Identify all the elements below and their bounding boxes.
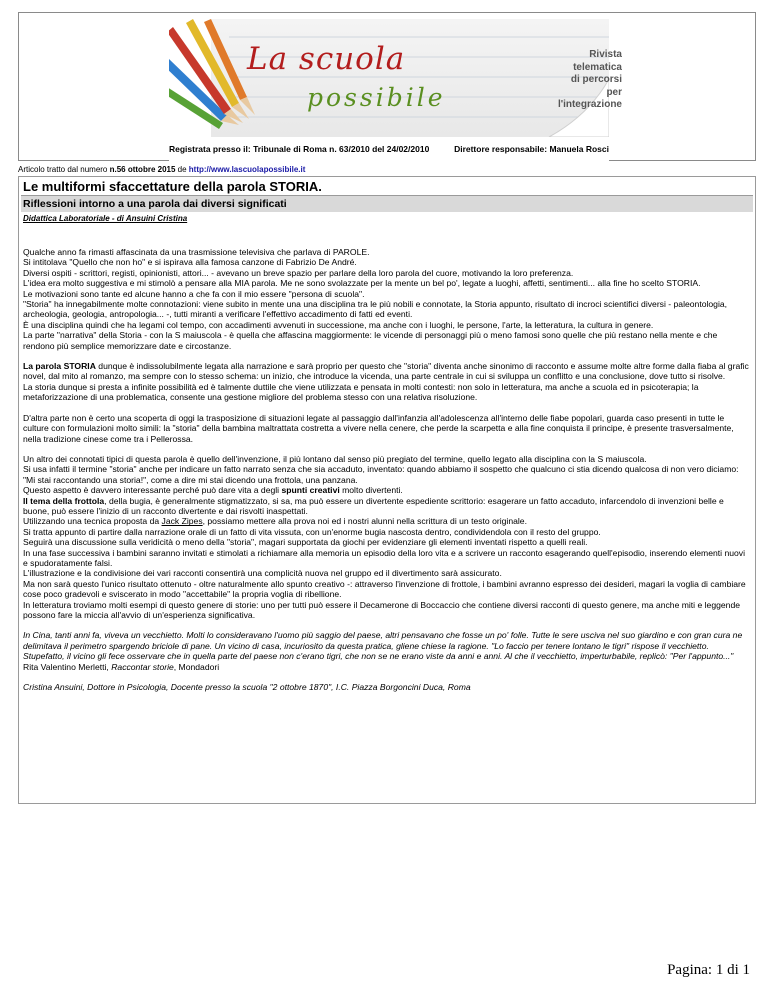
text-line: Si usa infatti il termine "storia" anche per indicare un fatto narrato senza che sia accaduto, inventato: quando abbiamo il sospetto che qualcuno ci stia dicendo qualcosa di non vero diciamo: "Mi stai raccontando una storia!", come a dire mi stai dicendo una frottola, una panzana. bbox=[23, 464, 739, 485]
text-line: "Storia" ha innegabilmente molte connotazioni: viene subito in mente una una disciplina tra le più nobili e connotate, la Storia appunto, risultato di incroci scientifici diversi - paleontologia, archeologia, geologia, antropologia... -, tutti miranti a verificare l'effettivo accadimento di fatti ed eventi. bbox=[23, 299, 728, 320]
quote-book: Raccontar storie bbox=[111, 661, 174, 672]
site-link[interactable]: http://www.lascuolapossibile.it bbox=[188, 165, 306, 174]
source-prefix: Articolo tratto dal numero bbox=[18, 165, 110, 174]
paragraph: D'altra parte non è certo una scoperta di oggi la trasposizione di situazioni legate al passaggio dall'infanzia all'adolescenza all'interno delle fiabe popolari, guarda caso presenti in tutte le culture con formulazioni molto simili: la "storia" della bambina maltrattata costretta a vivere nella cenere, che perde la scarpetta e alla fine conquista il principe, è presente trasversalmente, nella tradizione cinese come tra i Pellerossa. bbox=[23, 412, 734, 444]
text-line: In letteratura troviamo molti esempi di questo genere di storie: uno per tutti può essere il Decamerone di Boccaccio che contiene diversi racconti di questo genere, ma anche miti e leggende possono fare la miccia all'avvio di un'esperienza significativa. bbox=[23, 599, 741, 620]
header-banner bbox=[18, 12, 756, 161]
paragraph bbox=[23, 247, 751, 351]
author-signature: Cristina Ansuini, Dottore in Psicologia, Docente presso la scuola "2 ottobre 1870", I.C. Piazza Borgoncini Duca, Roma bbox=[23, 682, 471, 693]
text-line: Seguirà una discussione sulla veridicità o meno della "storia", magari supportata da giochi per evidenziare gli elementi inventati rispetto a quelli reali. bbox=[23, 537, 588, 548]
text-line: Le motivazioni sono tante ed alcune hanno a che fa con il mio essere "persona di scuola". bbox=[23, 288, 365, 299]
article-body bbox=[19, 247, 755, 692]
article-title: Le multiformi sfaccettature della parola STORIA. bbox=[23, 179, 322, 194]
article-box bbox=[18, 176, 756, 804]
article-subtitle: Riflessioni intorno a una parola dai diversi significati bbox=[21, 195, 753, 212]
text-line: Un altro dei connotati tipici di questa parola è quello dell'invenzione, il più lontano dal senso più pregiato del termine, quello legato alla disciplina con la S maiuscola. bbox=[23, 453, 647, 464]
text-line: dunque è indissolubilmente legata alla narrazione e sarà proprio per questo che "storia" diventa anche sinonimo di racconto e assume molte altre forme dalla fiaba al grafic novel, dal mito al romanzo, ma sempre con lo stesso schema: un inizio, che introduce la vicenda, una parte centrale in cui si sviluppa un conflitto e una conclusione, dove tutto si risolve. bbox=[23, 361, 749, 382]
text-line: Ma non sarà questo l'unico risultato ottenuto - oltre naturalmente allo spunto creativo -: attraverso l'invenzione di frottole, i bambini avranno espresso dei desideri, magari la voglia di cambiare cose poco gradevoli e sviscerato in modo "accettabile" la propria voglia di ribellione. bbox=[23, 578, 746, 600]
quote-publisher: , Mondadori bbox=[173, 661, 220, 672]
director-info: Direttore responsabile: Manuela Rosci bbox=[454, 144, 609, 154]
text-line: Qualche anno fa rimasti affascinata da una trasmissione televisiva che parlava di PAROLE. bbox=[23, 247, 370, 257]
tagline-line: per l'integrazione bbox=[557, 86, 622, 110]
quote-author: Rita Valentino Merletti, bbox=[23, 661, 112, 672]
pencil-icons bbox=[169, 19, 255, 129]
tagline-line: telematica bbox=[573, 61, 622, 73]
quote-block bbox=[23, 630, 751, 672]
source-middle: de bbox=[175, 165, 189, 174]
text-line: , possiamo mettere alla prova noi ed i nostri alunni nella scrittura di un testo originale. bbox=[202, 516, 527, 527]
tagline-line: di percorsi bbox=[570, 74, 622, 85]
text-line: L'illustrazione e la condivisione dei vari racconti consentirà una complicità nuova nel gruppo ed il divertimento sarà assicurato. bbox=[23, 568, 502, 579]
paragraph bbox=[23, 454, 751, 621]
text-line: , della bugia, è generalmente stigmatizzato, si sa, ma può essere un divertente espediente scrittorio: esagerare un fatto accaduto, infarcendolo di invenzioni belle e buone, può essere l'inizio di un racconto divertente e dai risvolti inaspettati. bbox=[23, 495, 724, 516]
text-line: molto divertenti. bbox=[339, 485, 403, 496]
banner-footer bbox=[169, 137, 609, 161]
text-line: Diversi ospiti - scrittori, registi, opinionisti, attori... - avevano un breve spazio per parlare della loro parola del cuore, motivando la loro preferenza. bbox=[23, 267, 574, 278]
text-line: In una fase successiva i bambini saranno invitati e stimolati a richiamare alla memoria un episodio della loro vita e a scrivere un racconto esagerando quell'episodio, inserendo elementi nuovi e spudoratamente falsi. bbox=[23, 547, 746, 568]
bold-phrase: La parola STORIA bbox=[23, 361, 96, 372]
bold-phrase: Il tema della frottola bbox=[23, 495, 105, 506]
tagline bbox=[542, 49, 622, 112]
bold-phrase: spunti creativi bbox=[281, 485, 340, 496]
page-number: Pagina: 1 di 1 bbox=[667, 962, 750, 978]
text-line: Si intitolava "Quello che non ho" e si ispirava alla famosa canzone di Fabrizio De André. bbox=[23, 257, 357, 268]
text-line: La parte "narrativa" della Storia - con la S maiuscola - è quella che affascina maggiormente: le vicende di personaggi più o meno famosi sono quelle che più restano nella mente e che rendono più semplice memorizzare date e circostanze. bbox=[23, 330, 718, 351]
source-line bbox=[18, 165, 305, 174]
text-line: L'idea era molto suggestiva e mi stimolò a pensare alla MIA parola. Me ne sono svolazzate per la mente un bel po', legate a luoghi, affetti, sentimenti... alla fine ho scelto STORIA. bbox=[23, 278, 701, 289]
issue-number: n.56 ottobre 2015 bbox=[109, 165, 176, 174]
text-line: La storia dunque si presta a infinite possibilità ed è talmente duttile che viene utilizzata e pensata in molti contesti: non solo in letteratura, ma anche a scuola ed in psicoterapia; la metaforizzazione di una problematica, consente una gestione migliore del problema stesso con una relativa risoluzione. bbox=[23, 381, 699, 403]
text-line: È una disciplina quindi che ha legami col tempo, con accadimenti avvenuti in successione, ma anche con i luoghi, le persone, l'arte, la letteratura, la cultura in genere. bbox=[23, 319, 654, 330]
banner-image bbox=[169, 19, 622, 161]
text-line: Si tratta appunto di partire dalla narrazione orale di un fatto di vita vissuta, con un'enorme bugia nascosta dentro, condividendola con il resto del gruppo. bbox=[23, 526, 601, 537]
logo-subtitle: possibile bbox=[307, 83, 446, 112]
article-section: Didattica Laboratoriale - di Ansuini Cristina bbox=[23, 214, 188, 223]
paragraph bbox=[23, 361, 751, 403]
jack-zipes-link[interactable]: Jack Zipes bbox=[161, 516, 203, 527]
tagline-line: Rivista bbox=[589, 49, 622, 60]
text-line: Utilizzando una tecnica proposta da bbox=[23, 516, 162, 527]
logo-title: La scuola bbox=[247, 41, 406, 77]
registration-info: Registrata presso il: Tribunale di Roma n. 63/2010 del 24/02/2010 bbox=[169, 144, 430, 154]
quote-text: In Cina, tanti anni fa, viveva un vecchietto. Molti lo consideravano l'uomo più saggio del paese, altri pensavano che fosse un po' folle. Tutte le sere usciva nel suo giardino e con gran cura ne delimitava il perimetro spargendo briciole di pane. Un vicino di casa, incuriosito da questa pratica, gliene chiese la ragione. "Lo faccio per tenere lontano le tigri" rispose il vecchietto. Stupefatto, il vicino gli fece osservare che in quella parte del paese non c'erano tigri, che non se ne erano viste da anni e anni. Al che il vecchietto, imperturbabile, replicò: "Per l'appunto..." bbox=[23, 630, 743, 662]
text-line: Questo aspetto è davvero interessante perché può dare vita a degli bbox=[23, 485, 282, 496]
